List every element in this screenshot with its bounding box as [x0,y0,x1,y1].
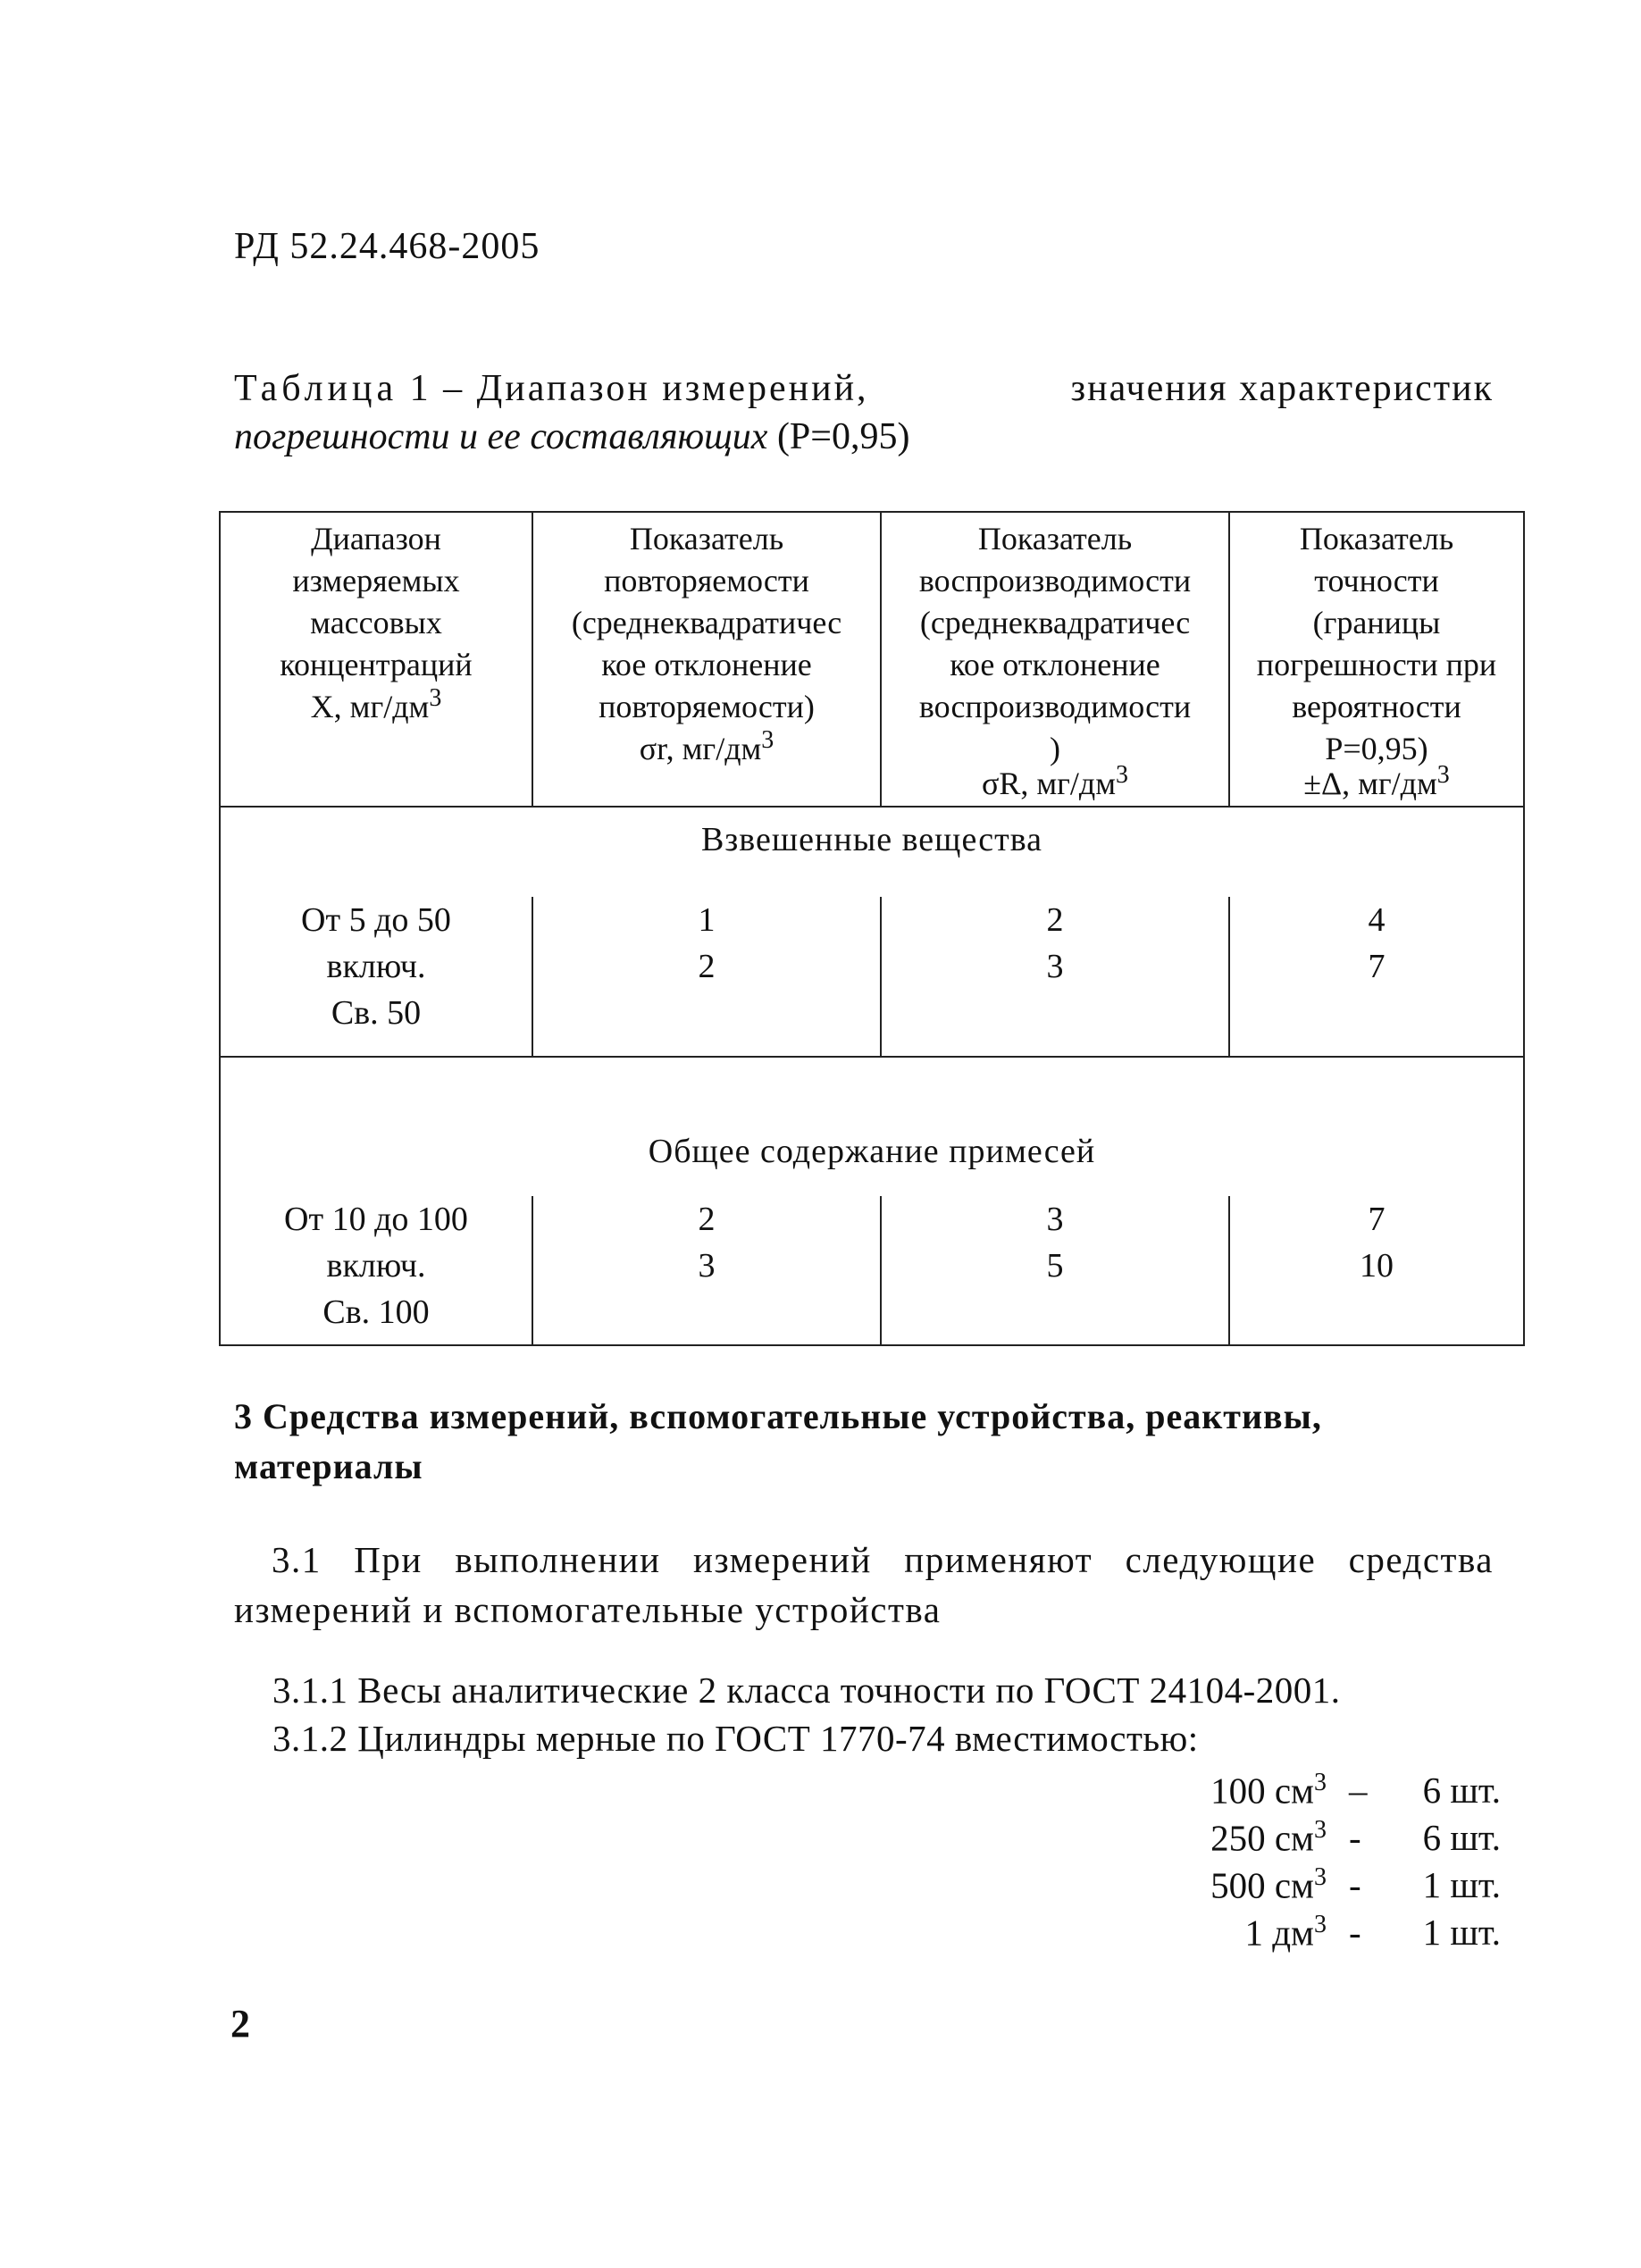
header-cell-accuracy [1228,513,1523,806]
header-line: массовых [310,605,442,640]
accuracy-cell [1228,1196,1523,1346]
volume-dash: - [1349,1912,1361,1953]
range-line: Св. 100 [322,1293,430,1331]
header-line: Показатель [977,521,1133,557]
value: 1 [698,901,716,939]
header-cell-reproducibility [880,513,1228,806]
range-line: От 5 до 50 [301,901,451,939]
caption-probability: (Р=0,95) [776,416,910,457]
header-line: кое отклонение [950,647,1160,682]
document-code: РД 52.24.468-2005 [234,226,540,267]
table-row [221,897,1523,1056]
header-line: Показатель [629,521,784,557]
range-line: включ. [326,948,426,985]
caption-part-a [234,364,869,413]
page-number: 2 [230,2002,250,2046]
value: 3 [698,1247,716,1285]
volume-text: 500 см [1210,1864,1314,1906]
repeatability-cell [532,897,880,1056]
header-line: воспроизводимости [918,563,1192,598]
caption-number: 1 [409,368,431,409]
header-line: воспроизводимости [918,689,1192,724]
item-3-1-1: 3.1.1 Весы аналитические 2 класса точности по ГОСТ 24104-2001. [272,1670,1341,1711]
list-item [1126,1863,1501,1911]
value: 2 [698,1201,716,1238]
header-line: повторяемости [604,563,809,598]
volume-sup: 3 [1314,1816,1327,1844]
header-line: погрешности при [1256,647,1497,682]
section-title-suspended-solids: Взвешенные вещества [700,821,1043,858]
value: 2 [698,948,716,985]
header-line: измеряемых [292,563,460,598]
caption-italic: погрешности и ее составляющих [234,416,768,457]
range-line: От 10 до 100 [284,1201,468,1238]
list-item [1126,1911,1501,1958]
header-line-unit [1230,761,1523,801]
volume-sup: 3 [1314,1863,1327,1891]
value: 7 [1368,948,1386,985]
value: 3 [1046,1201,1064,1238]
accuracy-cell [1228,897,1523,1056]
table-header-row [221,513,1523,808]
value: 4 [1368,901,1386,939]
caption-label: Таблица [234,368,398,409]
header-line: Р=0,95) [1325,731,1428,766]
section-title-total-impurities: Общее содержание примесей [648,1133,1096,1170]
volume-dash: – [1349,1770,1368,1811]
volume-sup: 3 [1314,1769,1327,1796]
caption-title-b: значения характеристик [1070,368,1494,409]
header-unit-text: Х, мг/дм [310,689,430,724]
paragraph-3-1: 3.1 При выполнении измерений применяют следующие средства измерений и вспомогательные устройства [234,1539,1494,1630]
reproducibility-cell [880,1196,1228,1346]
value: 10 [1360,1247,1394,1285]
section-3-heading: 3 Средства измерений, вспомогательные устройства, реактивы, материалы [234,1396,1322,1486]
header-unit-sup: 3 [1436,761,1450,789]
header-line-unit [221,686,532,728]
volume-quantity: 6 шт. [1422,1817,1501,1858]
range-cell [221,897,532,1056]
header-line: (границы [1312,605,1441,640]
volume-dash: - [1349,1864,1361,1905]
header-line: ) [1050,731,1060,766]
volume-quantity: 6 шт. [1422,1770,1501,1811]
header-line-unit [533,728,880,770]
header-unit-text: σR, мг/дм [981,766,1117,801]
header-unit-sup: 3 [761,726,774,754]
measurement-table [219,511,1525,1346]
volume-quantity: 1 шт. [1422,1864,1501,1905]
header-line: точности [1314,563,1439,598]
table-row [221,1196,1523,1346]
header-line: вероятности [1292,689,1461,724]
volume-text: 100 см [1210,1770,1314,1812]
value: 2 [1046,901,1064,939]
header-line: кое отклонение [601,647,812,682]
header-line-unit [882,761,1228,801]
volume-value [1210,1816,1327,1860]
value: 5 [1046,1247,1064,1285]
header-line: повторяемости) [599,689,815,724]
range-cell [221,1196,532,1346]
table-caption [234,364,1494,461]
volume-sup: 3 [1314,1911,1327,1938]
caption-line-1 [234,364,1494,413]
item-3-1-2: 3.1.2 Цилиндры мерные по ГОСТ 1770-74 вместимостью: [272,1718,1199,1759]
range-line: Св. 50 [331,994,422,1032]
range-line: включ. [326,1247,426,1285]
section-divider [221,1056,1523,1058]
header-line: (среднеквадратичес [919,605,1191,640]
header-unit-text: σr, мг/дм [639,731,762,766]
header-unit-text: ±Δ, мг/дм [1303,766,1437,801]
caption-dash: – [443,368,465,409]
volume-text: 1 дм [1244,1912,1314,1954]
cylinder-volume-list [1126,1769,1501,1958]
header-unit-sup: 3 [1116,761,1129,789]
header-unit-sup: 3 [429,684,442,712]
list-item [1126,1769,1501,1816]
volume-value [1210,1863,1327,1907]
volume-value [1210,1769,1327,1812]
caption-line-2 [234,413,1494,461]
header-line: Диапазон [311,521,441,557]
volume-dash: - [1349,1817,1361,1858]
list-item [1126,1816,1501,1863]
repeatability-cell [532,1196,880,1346]
volume-text: 250 см [1210,1817,1314,1859]
caption-title-a: Диапазон измерений, [476,368,869,409]
header-cell-repeatability [532,513,880,806]
header-line: (среднеквадратичес [571,605,842,640]
volume-quantity: 1 шт. [1422,1912,1501,1953]
header-cell-range [221,513,532,806]
volume-value [1244,1911,1327,1954]
header-line: концентраций [280,647,473,682]
header-line: Показатель [1299,521,1454,557]
value: 3 [1046,948,1064,985]
value: 7 [1368,1201,1386,1238]
reproducibility-cell [880,897,1228,1056]
